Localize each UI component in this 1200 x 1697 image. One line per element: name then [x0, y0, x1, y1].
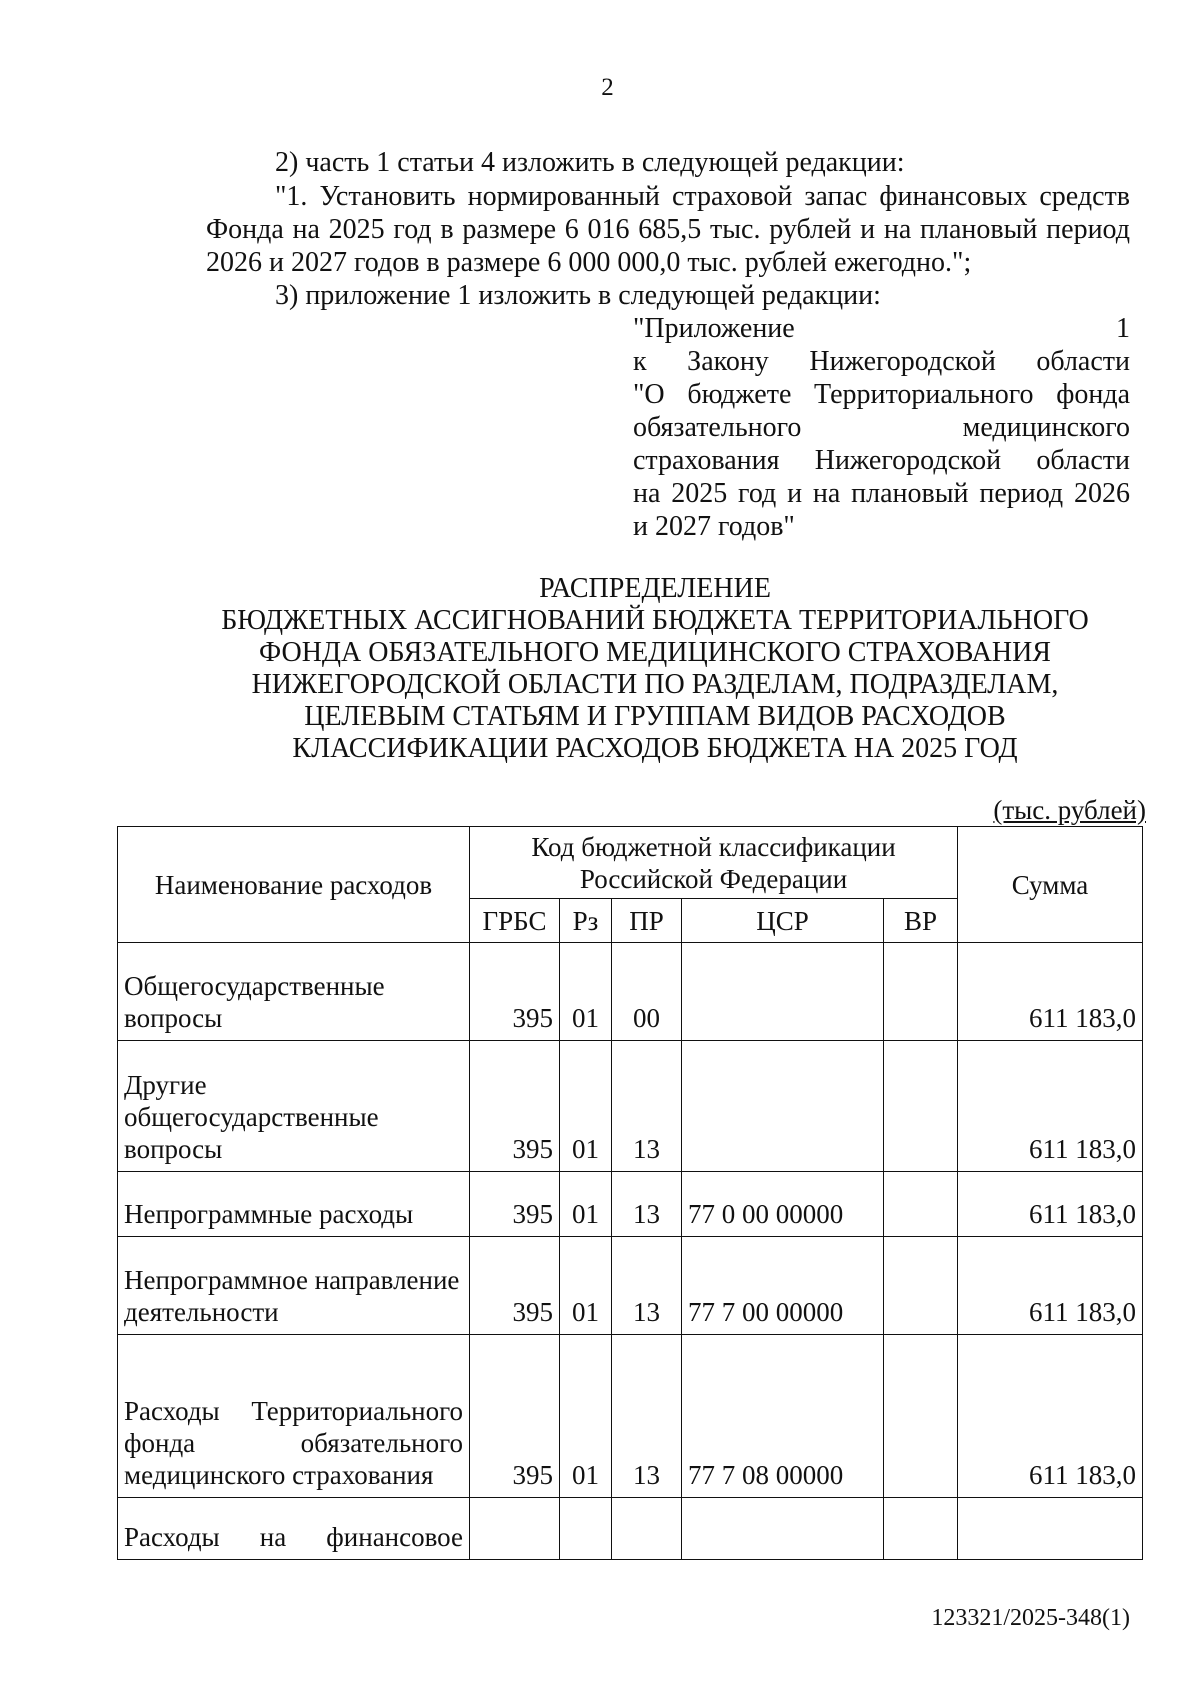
row-pr: 13 [612, 1335, 682, 1498]
heading-line: БЮДЖЕТНЫХ АССИГНОВАНИЙ БЮДЖЕТА ТЕРРИТОРИАЛЬНОГО [221, 605, 1089, 636]
row-name: Расходы на финансовое [118, 1498, 470, 1560]
row-sum: 611 183,0 [958, 1172, 1143, 1237]
header-csr: ЦСР [682, 899, 884, 943]
appendix-line: на 2025 год и на плановый период 2026 [633, 478, 1130, 509]
appendix-line: "Приложение 1 [633, 313, 1130, 344]
table-row [118, 1498, 1143, 1560]
header-vr: ВР [884, 899, 958, 943]
appendix-line: "О бюджете Территориального фонда [633, 379, 1130, 410]
row-pr: 13 [612, 1172, 682, 1237]
table-row [118, 1172, 1143, 1237]
heading-line: ФОНДА ОБЯЗАТЕЛЬНОГО МЕДИЦИНСКОГО СТРАХОВАНИЯ [259, 637, 1051, 668]
row-grbs: 395 [470, 1041, 560, 1172]
header-pr: ПР [612, 899, 682, 943]
units-label: (тыс. рублей) [993, 795, 1146, 825]
table-row [118, 1237, 1143, 1335]
row-pr: 00 [612, 943, 682, 1041]
row-grbs: 395 [470, 1237, 560, 1335]
header-grbs: ГРБС [470, 899, 560, 943]
heading-line: РАСПРЕДЕЛЕНИЕ [539, 573, 771, 604]
appendix-line: обязательного медицинского [633, 412, 1130, 443]
row-sum [958, 1498, 1143, 1560]
row-vr [884, 1237, 958, 1335]
row-grbs [470, 1498, 560, 1560]
table-row [118, 943, 1143, 1041]
row-pr: 13 [612, 1237, 682, 1335]
page-number: 2 [601, 74, 614, 101]
amendment-item-3-intro: 3) приложение 1 изложить в следующей редакции: [275, 280, 881, 311]
heading-line: ЦЕЛЕВЫМ СТАТЬЯМ И ГРУППАМ ВИДОВ РАСХОДОВ [304, 701, 1006, 732]
table-row [118, 1335, 1143, 1498]
budget-table [117, 826, 1143, 1560]
appendix-reference [633, 312, 1130, 543]
heading-line: НИЖЕГОРОДСКОЙ ОБЛАСТИ ПО РАЗДЕЛАМ, ПОДРАЗДЕЛАМ, [251, 669, 1059, 700]
row-grbs: 395 [470, 1172, 560, 1237]
amendment-item-2-text: "1. Установить нормированный страховой запас финансовых средств Фонда на 2025 год в размере 6 016 685,5 тыс. рублей и на плановый период 2026 и 2027 годов в размере 6 000 000,0 тыс. рублей ежегодно."; [206, 181, 1130, 278]
header-rz: Рз [560, 899, 612, 943]
row-rz: 01 [560, 1172, 612, 1237]
header-sum: Сумма [958, 827, 1143, 943]
row-csr [682, 1041, 884, 1172]
table-row [118, 1041, 1143, 1172]
row-csr: 77 0 00 00000 [682, 1172, 884, 1237]
row-grbs: 395 [470, 943, 560, 1041]
header-name: Наименование расходов [118, 827, 470, 943]
appendix-line: и 2027 годов" [633, 511, 795, 542]
row-vr [884, 1172, 958, 1237]
row-rz [560, 1498, 612, 1560]
row-rz: 01 [560, 1237, 612, 1335]
row-vr [884, 1498, 958, 1560]
row-grbs: 395 [470, 1335, 560, 1498]
row-csr: 77 7 00 00000 [682, 1237, 884, 1335]
row-name: Общегосударственные вопросы [118, 943, 470, 1041]
row-name: Другие общегосударственные вопросы [118, 1041, 470, 1172]
row-rz: 01 [560, 1335, 612, 1498]
row-name: Непрограммные расходы [118, 1172, 470, 1237]
heading-line: КЛАССИФИКАЦИИ РАСХОДОВ БЮДЖЕТА НА 2025 ГОД [292, 733, 1018, 764]
document-registration-code: 123321/2025-348(1) [931, 1605, 1130, 1631]
row-sum: 611 183,0 [958, 1237, 1143, 1335]
row-pr: 13 [612, 1041, 682, 1172]
header-code-group: Код бюджетной классификации Российской Федерации [470, 827, 958, 899]
row-vr [884, 1041, 958, 1172]
row-rz: 01 [560, 943, 612, 1041]
row-csr [682, 1498, 884, 1560]
row-name: Расходы Территориального фонда обязательного медицинского страхования [118, 1335, 470, 1498]
row-sum: 611 183,0 [958, 1041, 1143, 1172]
row-rz: 01 [560, 1041, 612, 1172]
row-vr [884, 943, 958, 1041]
appendix-line: страхования Нижегородской области [633, 445, 1130, 476]
row-vr [884, 1335, 958, 1498]
document-heading [180, 573, 1130, 765]
row-sum: 611 183,0 [958, 1335, 1143, 1498]
row-pr [612, 1498, 682, 1560]
row-sum: 611 183,0 [958, 943, 1143, 1041]
amendment-item-2-intro: 2) часть 1 статьи 4 изложить в следующей редакции: [275, 147, 905, 178]
row-csr [682, 943, 884, 1041]
appendix-line: к Закону Нижегородской области [633, 346, 1130, 377]
row-csr: 77 7 08 00000 [682, 1335, 884, 1498]
row-name: Непрограммное направление деятельности [118, 1237, 470, 1335]
